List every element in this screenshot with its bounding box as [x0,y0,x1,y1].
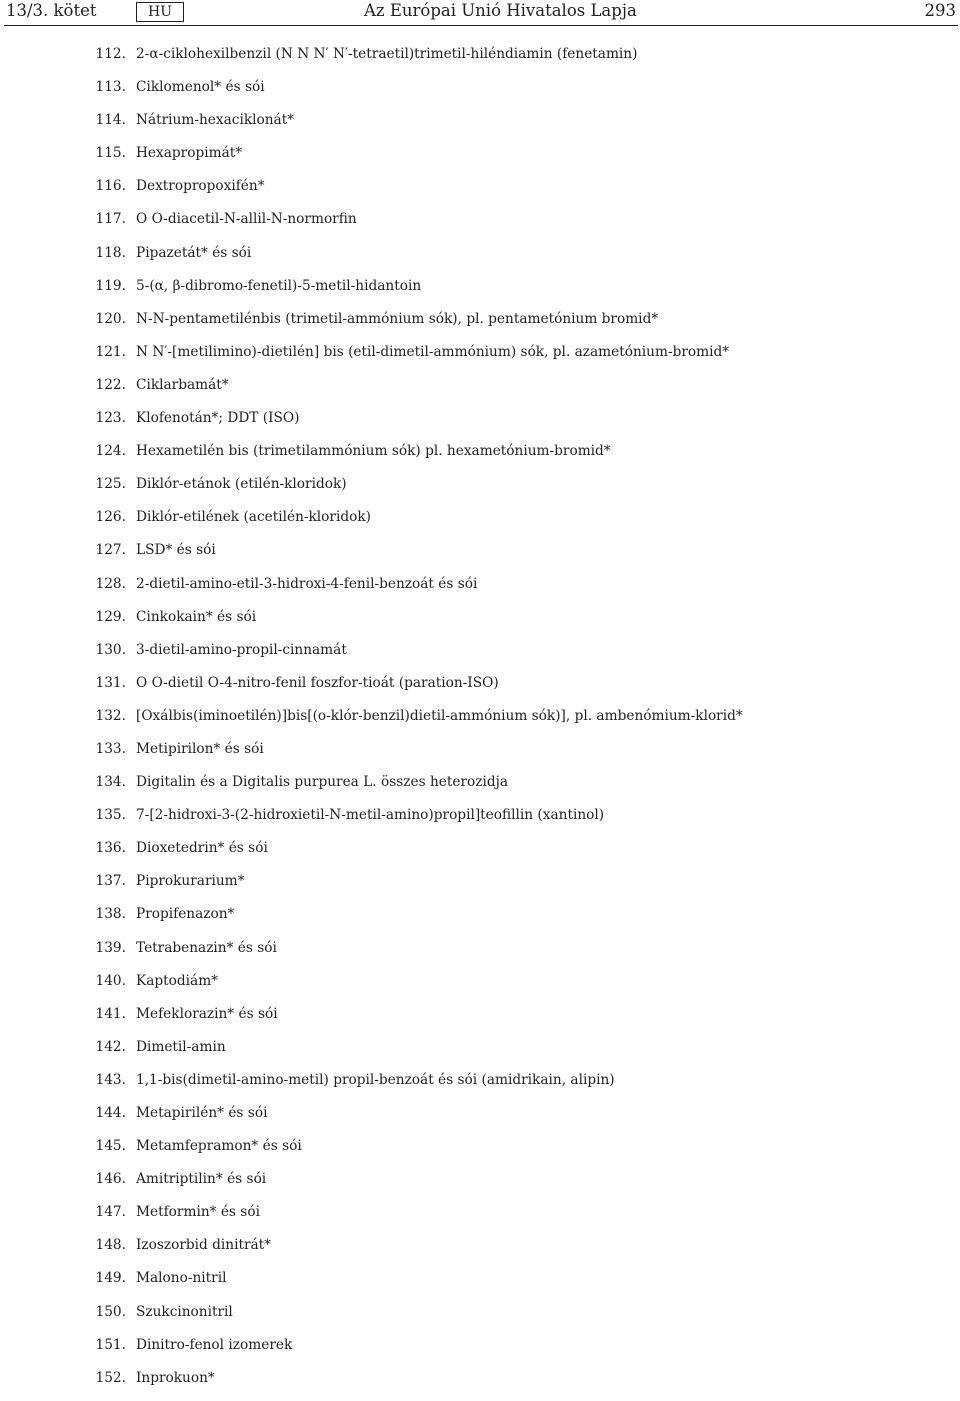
item-number: 138. [95,906,126,923]
list-item [0,44,960,77]
list-item [0,276,960,309]
item-text: Metapirilén* és sói [136,1105,268,1121]
item-text: Digitalin és a Digitalis purpurea L. összes heterozidja [136,774,509,791]
item-number: 152. [95,1369,126,1386]
item-text: Propifenazon* [136,906,235,923]
list-item [0,342,960,375]
item-number: 146. [95,1171,126,1188]
item-text: LSD* és sói [136,542,216,559]
list-item [0,1268,960,1301]
list-item [0,441,960,474]
item-number: 141. [95,1005,126,1022]
item-text: Klofenotán*; DDT (ISO) [136,410,300,427]
item-text: Ciklomenol* és sói [136,79,265,96]
list-item [0,1136,960,1169]
list-item [0,474,960,507]
item-text: Szukcinonitril [136,1303,233,1320]
item-text: 2-α-ciklohexilbenzil (N N N′ N′-tetraetil)trimetil-hiléndiamin (fenetamin) [136,46,638,62]
list-item [0,1070,960,1103]
language-box: HU [136,2,184,22]
list-item [0,640,960,673]
item-number: 133. [95,740,126,757]
list-item [0,1004,960,1037]
item-number: 136. [95,840,126,857]
list-item [0,772,960,805]
item-text: 1,1-bis(dimetil-amino-metil) propil-benzoát és sói (amidrikain, alipin) [136,1071,615,1088]
list-item [0,209,960,242]
item-number: 144. [95,1105,126,1121]
item-text: O O-dietil O-4-nitro-fenil foszfor-tioát (paration-ISO) [136,674,499,691]
item-text: 5-(α, β-dibromo-fenetil)-5-metil-hidantoin [136,277,422,294]
list-item [0,1037,960,1070]
list-item [0,574,960,607]
list-item [0,739,960,772]
item-text: Diklór-etánok (etilén-kloridok) [136,476,347,493]
item-text: Ciklarbamát* [136,376,229,393]
item-number: 117. [95,211,126,228]
item-number: 134. [95,774,126,791]
list-item [0,1169,960,1202]
item-text: N-N-pentametilénbis (trimetil-ammónium sók), pl. pentametónium bromid* [136,310,659,327]
item-number: 129. [95,608,126,625]
list-item [0,673,960,706]
item-text: 7-[2-hidroxi-3-(2-hidroxietil-N-metil-amino)propil]teofillin (xantinol) [136,807,605,824]
item-number: 127. [95,542,126,559]
list-item [0,1235,960,1268]
item-number: 116. [95,178,126,195]
list-item [0,971,960,1004]
list-item [0,243,960,276]
substance-list [0,44,960,1401]
list-item [0,540,960,573]
item-number: 128. [95,575,126,592]
item-text: Hexapropimát* [136,145,243,162]
item-text: Piprokurarium* [136,873,245,890]
item-number: 119. [95,277,126,294]
list-item [0,838,960,871]
list-item [0,904,960,937]
list-item [0,706,960,739]
item-text: Metipirilon* és sói [136,740,264,757]
item-text: Tetrabenazin* és sói [136,939,277,956]
item-number: 122. [95,376,126,393]
item-number: 137. [95,873,126,890]
list-item [0,375,960,408]
list-item [0,1302,960,1335]
item-text: Dioxetedrin* és sói [136,840,268,857]
item-text: O O-diacetil-N-allil-N-normorfin [136,211,357,228]
item-number: 148. [95,1237,126,1254]
item-number: 139. [95,939,126,956]
item-text: [Oxálbis(iminoetilén)]bis[(o-klór-benzil)dietil-ammónium sók)], pl. ambenómium-klorid* [136,707,743,724]
item-text: Nátrium-hexaciklonát* [136,112,295,129]
item-text: Malono-nitril [136,1270,227,1287]
item-text: Dinitro-fenol izomerek [136,1336,293,1353]
list-item [0,408,960,441]
item-text: Inprokuon* [136,1369,215,1386]
item-text: Izoszorbid dinitrát* [136,1237,272,1254]
item-number: 145. [95,1138,126,1155]
item-number: 112. [95,46,126,62]
item-text: Hexametilén bis (trimetilammónium sók) pl. hexametónium-bromid* [136,443,611,460]
list-item [0,507,960,540]
item-number: 142. [95,1038,126,1055]
item-number: 150. [95,1303,126,1320]
item-number: 118. [95,244,126,261]
item-text: 2-dietil-amino-etil-3-hidroxi-4-fenil-benzoát és sói [136,575,478,592]
item-text: Cinkokain* és sói [136,608,257,625]
list-item [0,938,960,971]
page-header [0,0,960,26]
item-number: 114. [95,112,126,129]
item-text: Metamfepramon* és sói [136,1138,302,1155]
item-number: 151. [95,1336,126,1353]
list-item [0,309,960,342]
header-rule [4,25,958,26]
item-number: 149. [95,1270,126,1287]
item-number: 126. [95,509,126,526]
item-number: 113. [95,79,126,96]
item-text: Kaptodiám* [136,972,219,989]
list-item [0,1335,960,1368]
volume-label: 13/3. kötet [6,1,97,20]
list-item [0,1368,960,1401]
item-text: 3-dietil-amino-propil-cinnamát [136,641,347,658]
list-item [0,1202,960,1235]
item-number: 131. [95,674,126,691]
item-text: N N′-[metilimino)-dietilén] bis (etil-dimetil-ammónium) sók, pl. azametónium-bromid* [136,343,730,360]
item-number: 135. [95,807,126,824]
list-item [0,607,960,640]
item-number: 115. [95,145,126,162]
list-item [0,1103,960,1136]
list-item [0,871,960,904]
item-number: 147. [95,1204,126,1221]
item-text: Diklór-etilének (acetilén-kloridok) [136,509,371,526]
list-item [0,77,960,110]
list-item [0,143,960,176]
item-text: Metformin* és sói [136,1204,260,1221]
item-number: 125. [95,476,126,493]
item-number: 140. [95,972,126,989]
item-text: Amitriptilin* és sói [136,1171,267,1188]
journal-title: Az Európai Unió Hivatalos Lapja [364,1,637,20]
item-number: 123. [95,410,126,427]
item-text: Dimetil-amin [136,1038,226,1055]
list-item [0,176,960,209]
item-number: 130. [95,641,126,658]
page-number: 293 [924,1,956,20]
item-text: Mefeklorazin* és sói [136,1005,278,1022]
item-number: 124. [95,443,126,460]
item-number: 143. [95,1071,126,1088]
item-number: 132. [95,707,126,724]
list-item [0,110,960,143]
item-number: 120. [95,310,126,327]
list-item [0,805,960,838]
item-text: Pipazetát* és sói [136,244,252,261]
item-number: 121. [95,343,126,360]
item-text: Dextropropoxifén* [136,178,265,195]
